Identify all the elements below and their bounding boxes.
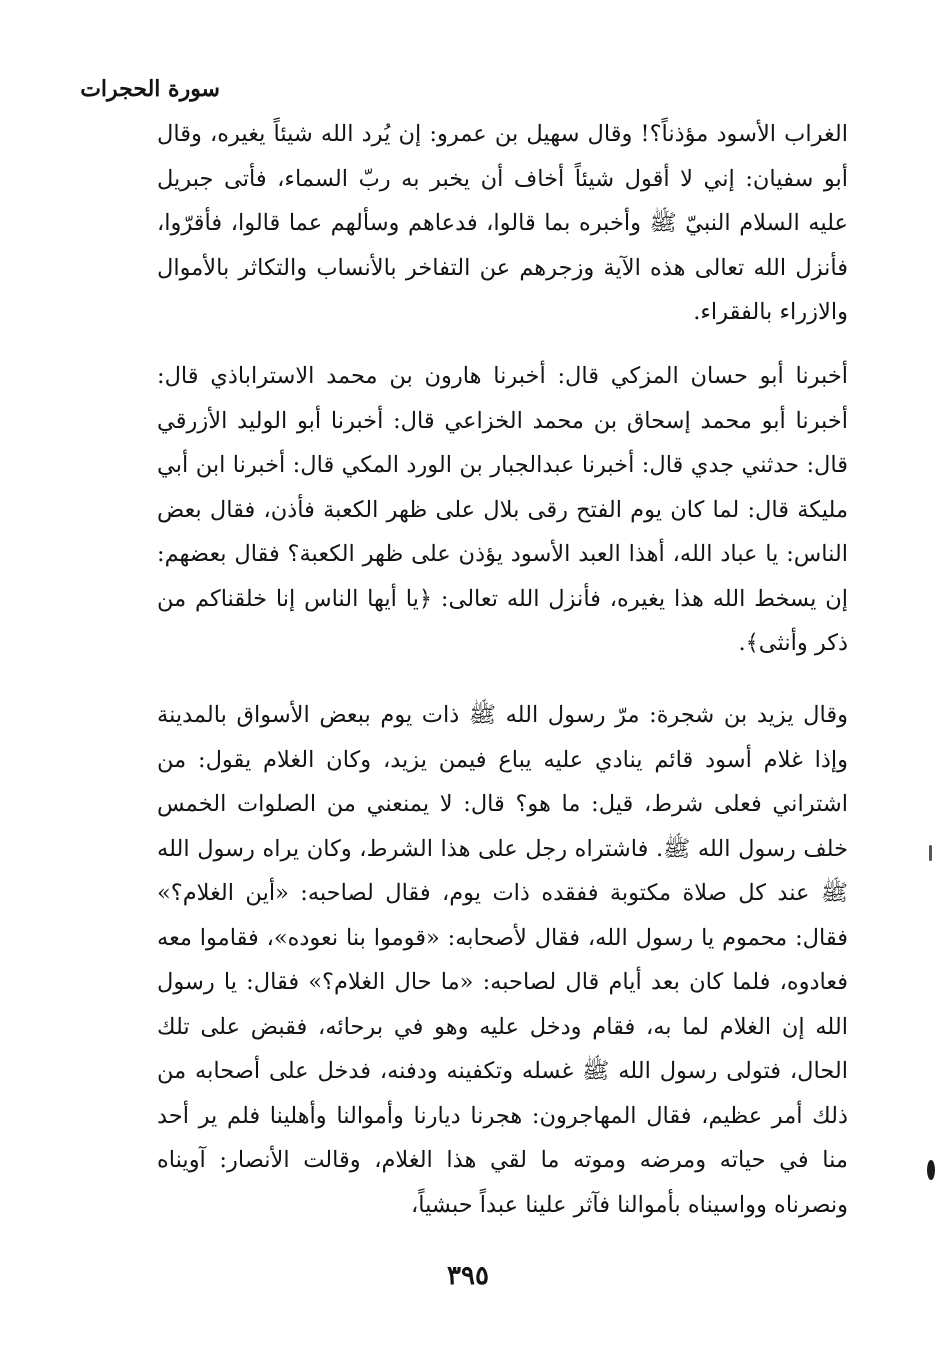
scan-artifact-mark — [929, 845, 932, 861]
surah-title-header: سورة الحجرات — [80, 76, 220, 102]
page-number: ٣٩٥ — [447, 1261, 489, 1291]
scan-artifact-dot — [927, 1160, 935, 1180]
paragraph-1: الغراب الأسود مؤذناً؟! وقال سهيل بن عمرو: إن يُرد الله شيئاً يغيره، وقال أبو سفيان: إني لا أقول شيئاً أخاف أن يخبر به ربّ السماء، فأتى جبريل عليه السلام النبيّ ﷺ وأخبره بما قالوا، فدعاهم وسألهم عما قالوا، فأقرّوا، فأنزل الله تعالى هذه الآية وزجرهم عن التفاخر بالأنساب والتكاثر بالأموال والازراء بالفقراء. — [157, 121, 848, 325]
paragraph-2: أخبرنا أبو حسان المزكي قال: أخبرنا هارون بن محمد الاستراباذي قال: أخبرنا أبو محمد إسحاق بن محمد الخزاعي قال: أخبرنا أبو الوليد الأزرقي قال: حدثني جدي قال: أخبرنا عبدالجبار بن الورد المكي قال: أخبرنا ابن أبي مليكة قال: لما كان يوم الفتح رقى بلال على ظهر الكعبة فأذن، فقال بعض الناس: يا عباد الله، أهذا العبد الأسود يؤذن على ظهر الكعبة؟ فقال بعضهم: إن يسخط الله هذا يغيره، فأنزل الله تعالى: ﴿يا أيها الناس إنا خلقناكم من ذكر وأنثى﴾. — [157, 363, 848, 656]
paragraph-3: وقال يزيد بن شجرة: مرّ رسول الله ﷺ ذات يوم ببعض الأسواق بالمدينة وإذا غلام أسود قائم ينادي عليه يباع فيمن يزيد، وكان الغلام يقول: من اشتراني فعلى شرط، قيل: ما هو؟ قال: لا يمنعني من الصلوات الخمس خلف رسول الله ﷺ. فاشتراه رجل على هذا الشرط، وكان يراه رسول الله ﷺ عند كل صلاة مكتوبة ففقده ذات يوم، فقال لصاحبه: «أين الغلام؟» فقال: محموم يا رسول الله، فقال لأصحابه: «قوموا بنا نعوده»، فقاموا معه فعادوه، فلما كان بعد أيام قال لصاحبه: «ما حال الغلام؟» فقال: يا رسول الله إن الغلام لما به، فقام ودخل عليه وهو في برحائه، فقبض على تلك الحال، فتولى رسول الله ﷺ غسله وتكفينه ودفنه، فدخل على أصحابه من ذلك أمر عظيم، فقال المهاجرون: هجرنا ديارنا وأموالنا وأهلينا فلم ير أحد منا في حياته ومرضه وموته ما لقي هذا الغلام، وقالت الأنصار: آويناه ونصرناه وواسيناه بأموالنا فآثر علينا عبداً حبشياً، — [157, 702, 848, 1218]
